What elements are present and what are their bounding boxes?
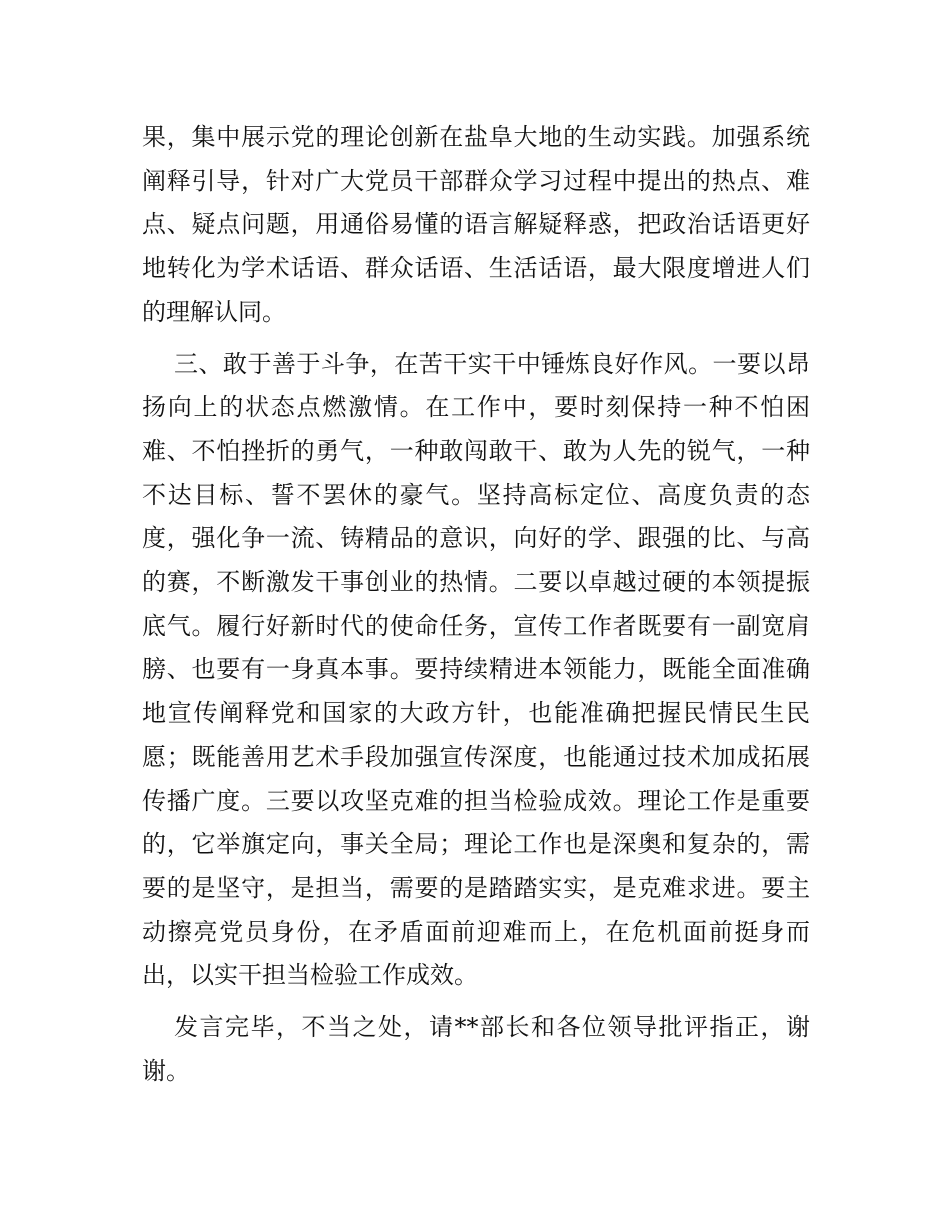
paragraph-continuation: 果，集中展示党的理论创新在盐阜大地的生动实践。加强系统阐释引导，针对广大党员干部群众学习过程中提出的热点、难点、疑点问题，用通俗易懂的语言解疑释惑，把政治话语更好地转化为学术话语、群众话语、生活话语，最大限度增进人们的理解认同。 [142,123,810,326]
body-text [142,116,810,1093]
paragraph-closing: 发言完毕，不当之处，请**部长和各位领导批评指正，谢谢。 [142,1013,810,1085]
paragraph-section-three: 三、敢于善于斗争，在苦干实干中锤炼良好作风。一要以昂扬向上的状态点燃激情。在工作中，要时刻保持一种不怕困难、不怕挫折的勇气，一种敢闯敢干、敢为人先的锐气，一种不达目标、誓不罢休的豪气。坚持高标定位、高度负责的态度，强化争一流、铸精品的意识，向好的学、跟强的比、与高的赛，不断激发干事创业的热情。二要以卓越过硬的本领提振底气。履行好新时代的使命任务，宣传工作者既要有一副宽肩膀、也要有一身真本事。要持续精进本领能力，既能全面准确地宣传阐释党和国家的大政方针，也能准确把握民情民生民愿；既能善用艺术手段加强宣传深度，也能通过技术加成拓展传播广度。三要以攻坚克难的担当检验成效。理论工作是重要的，它举旗定向，事关全局；理论工作也是深奥和复杂的，需要的是坚守，是担当，需要的是踏踏实实，是克难求进。要主动擦亮党员身份，在矛盾面前迎难而上，在危机面前挺身而出，以实干担当检验工作成效。 [142,349,810,990]
